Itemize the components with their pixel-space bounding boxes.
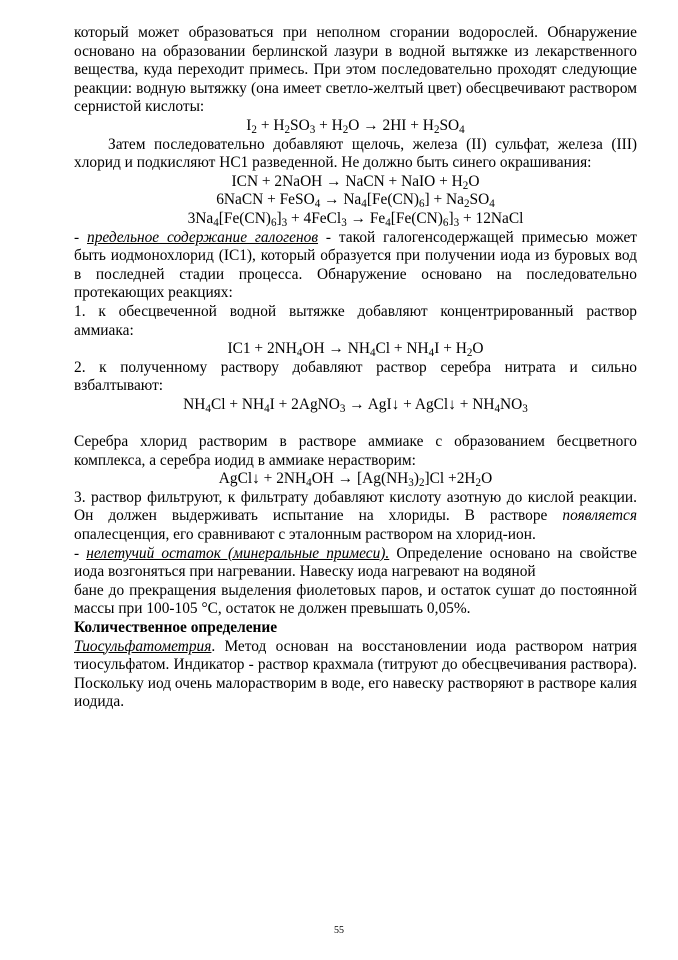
paragraph-silver: Серебра хлорид растворим в растворе аммиаке с образованием бесцветного комплекса, а серебра иодид в аммиаке нерастворим: bbox=[74, 433, 637, 469]
step-1: 1. к обесцвеченной водной вытяжке добавляют концентрированный раствор аммиака: bbox=[74, 302, 637, 339]
method-title: Тиосульфатометрия bbox=[74, 637, 212, 655]
equation-1: $I_2 + H_2SO_3 + H_2O \to 2HI + H_2SO_4$ bbox=[246, 116, 465, 137]
section-heading: Количественное определение bbox=[74, 619, 278, 636]
page-content bbox=[74, 24, 637, 712]
paragraph-residue-cont: бане до прекращения выделения фиолетовых паров, и остаток сушат до постоянной массы при 100-105 °С, остаток не должен превышать 0,05%. bbox=[74, 581, 637, 618]
paragraph-procedure: Затем последовательно добавляют щелочь, железа (II) сульфат, железа (III) хлорид и подкисляют HC1 разведенной. Не должно быть синего окрашивания: bbox=[74, 135, 637, 172]
step-2: 2. к полученному раствору добавляют раствор серебра нитрата и сильно взбалтывают: bbox=[74, 358, 637, 395]
equation-3: 6NaCN + FeSO$_4$ → $Na_4[Fe(CN)_6] + Na_2SO_4$ bbox=[216, 191, 495, 211]
blank-line bbox=[74, 414, 637, 433]
equation-2: ICN + 2NaOH → NaCN + NaIO + $H_2O$ bbox=[231, 172, 480, 192]
section-title-halogens: предельное содержание галогенов bbox=[87, 228, 319, 246]
page-number: 55 bbox=[334, 925, 344, 936]
paragraph-thiosulfate: Тиосульфатометрия. Метод основан на восстановлении иода раствором натрия тиосульфатом. Индикатор - раствор крахмала (титруют до обесцвечивания раствора). Поскольку иод очень малорастворим в воде, его навеску растворяют в растворе калия иодида. bbox=[74, 637, 637, 711]
equation-4: $3Na_4[Fe(CN)_6]_3$ + 4FeCl$_3$ → $Fe_4[Fe(CN)_6]_3$ + 12NaCl bbox=[187, 209, 524, 230]
equation-6: $NH_4Cl + NH_4I$ + 2AgNO$_3$ → AgI↓ + AgCl↓ + $NH_4NO_3$ bbox=[183, 395, 528, 415]
paragraph-residue: - нелетучий остаток (минеральные примеси). Определение основано на свойстве иода возгоняться при нагревании. Навеску иода нагревают на водяной bbox=[74, 544, 637, 581]
equation-7: AgCl↓ + $2NH_4OH \to [Ag(NH_3)_2]Cl +2H_2O$ bbox=[218, 470, 493, 490]
step-3: 3. раствор фильтруют, к фильтрату добавляют кислоту азотную до кислой реакции. Он должен выдерживать испытание на хлориды. В растворе появляется опалесценция, его сравнивают с эталонным раствором на хлорид-ион. bbox=[74, 488, 637, 544]
section-title-residue: нелетучий остаток (минеральные примеси). bbox=[86, 544, 390, 562]
equation-5: $IC1 + 2NH_4OH \to NH_4Cl + NH_4I + H_2O$ bbox=[227, 340, 484, 360]
emphasis-word: появляется bbox=[562, 507, 637, 525]
paragraph-halogens: - предельное содержание галогенов - такой галогенсодержащей примесью может быть иодмонохлорид (IC1), который образуется при получении иода из буровых вод в последней стадии процесса. Обнаружение основано на последовательно протекающих реакциях: bbox=[74, 228, 637, 302]
paragraph-intro: который может образоваться при неполном сгорании водорослей. Обнаружение основано на образовании берлинской лазури в водной вытяжке из лекарственного вещества, куда переходит примесь. При этом последовательно проходят следующие реакции: водную вытяжку (она имеет светло-желтый цвет) обесцвечивают раствором сернистой кислоты: bbox=[74, 24, 637, 116]
